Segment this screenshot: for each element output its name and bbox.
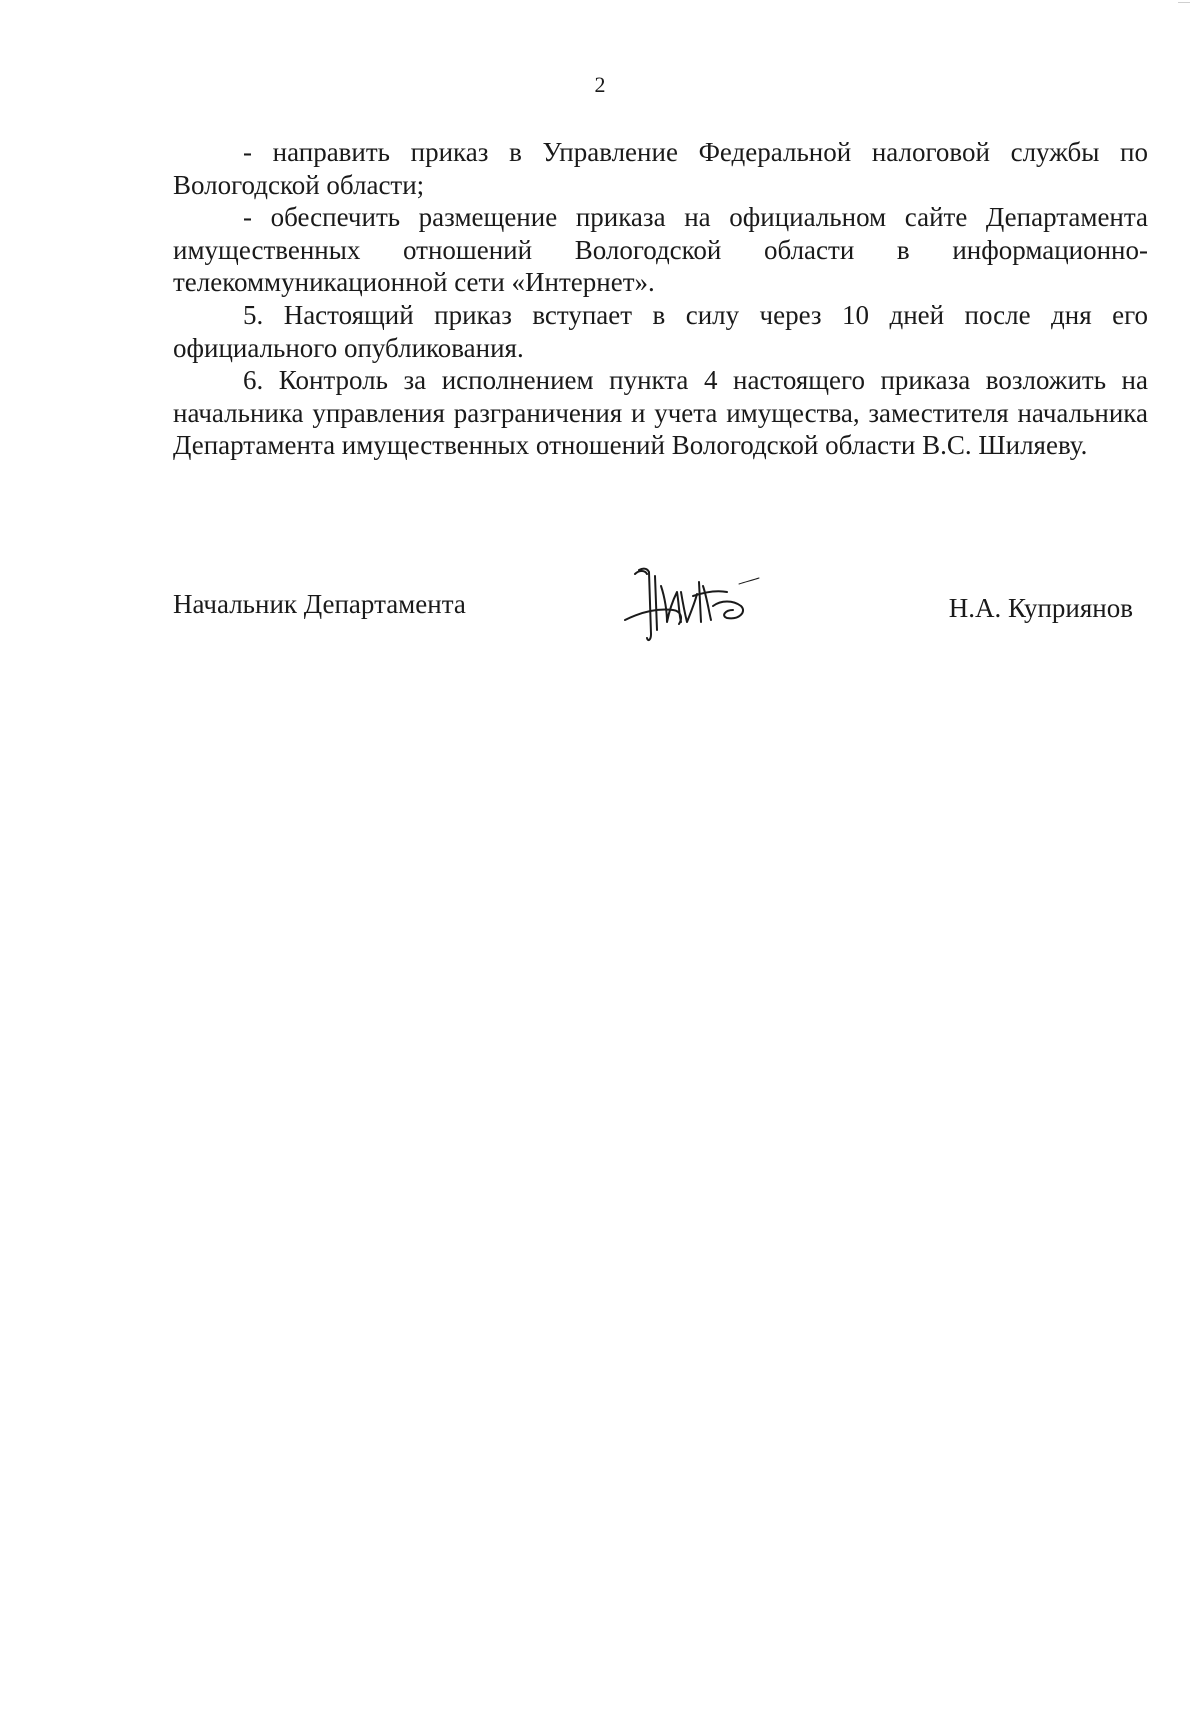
page-number: 2 [594,72,606,97]
paragraph-send-order: - направить приказ в Управление Федеральной налоговой службы по Вологодской области; [173,137,1148,200]
signatory-position: Начальник Департамента [173,589,466,619]
scan-mark [1178,2,1190,3]
signatory-name: Н.А. Куприянов [948,593,1133,623]
paragraph-item-6: 6. Контроль за исполнением пункта 4 настоящего приказа возложить на начальника управления разграничения и учета имущества, заместителя начальника Департамента имущественных отношений Вологодской области В.С. Шиляеву. [173,365,1148,461]
handwritten-signature [621,556,761,646]
signature-block [173,556,1133,646]
document-body [173,136,1148,462]
paragraph-item-5: 5. Настоящий приказ вступает в силу через 10 дней после дня его официального опубликования. [173,299,1148,363]
paragraph-publish-order: - обеспечить размещение приказа на официальном сайте Департамента имущественных отношений Вологодской области в информационно-телекоммуникационной сети «Интернет». [173,202,1148,298]
